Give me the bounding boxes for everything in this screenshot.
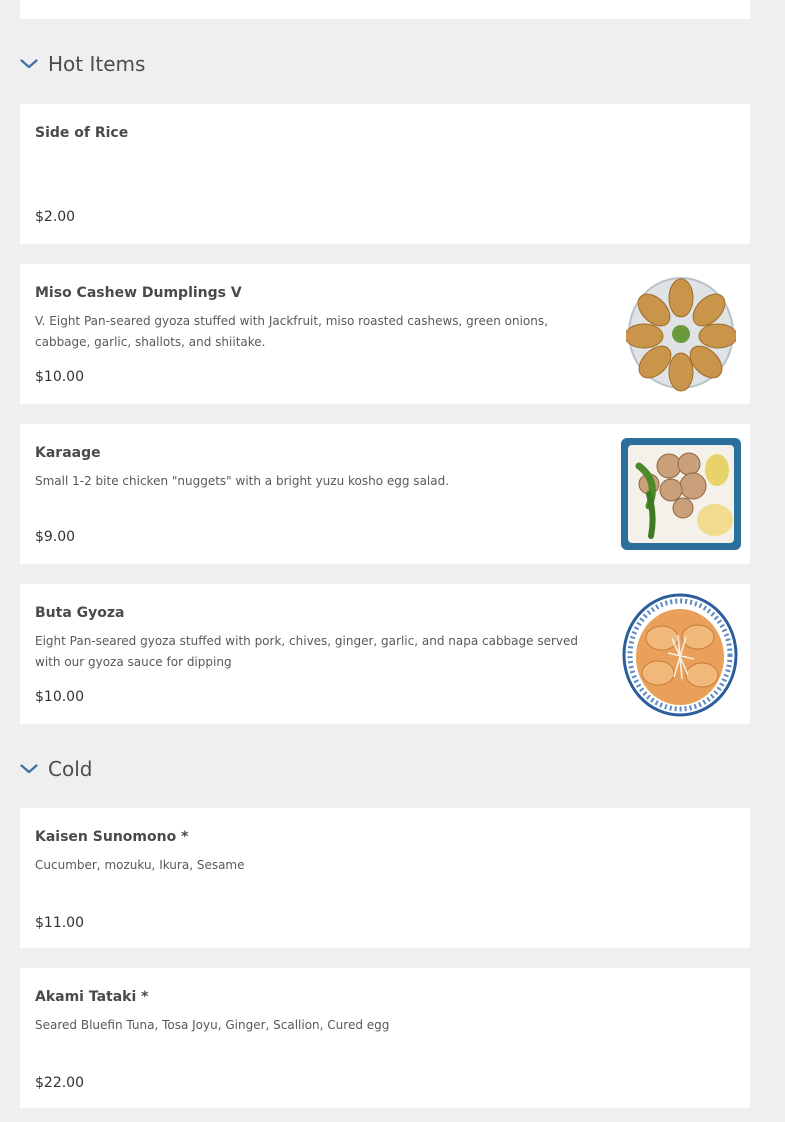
- item-name: Miso Cashew Dumplings V: [35, 285, 242, 301]
- menu-item-card-partial[interactable]: [20, 0, 750, 19]
- item-description: Eight Pan-seared gyoza stuffed with pork, chives, ginger, garlic, and napa cabbage served with our gyoza sauce for dipping: [35, 634, 579, 669]
- item-name: Karaage: [35, 445, 101, 461]
- menu-item-card[interactable]: [20, 264, 750, 404]
- item-name: Akami Tataki *: [35, 989, 149, 1005]
- dish-photo: [630, 0, 720, 11]
- item-description: V. Eight Pan-seared gyoza stuffed with Jackfruit, miso roasted cashews, green onions, cabbage, garlic, shallots, and shiitake.: [35, 314, 548, 349]
- dish-photo: [622, 593, 738, 717]
- section-header-hot-items[interactable]: [20, 49, 145, 79]
- item-price: $2.00: [35, 209, 76, 225]
- section-header-cold[interactable]: [20, 754, 92, 784]
- item-description: Seared Bluefin Tuna, Tosa Joyu, Ginger, Scallion, Cured egg: [35, 1018, 390, 1032]
- item-name: Kaisen Sunomono *: [35, 829, 189, 845]
- chevron-down-icon: [20, 764, 38, 774]
- item-price: $11.00: [35, 915, 84, 931]
- item-price: $10.00: [35, 369, 84, 385]
- menu-item-card[interactable]: [20, 808, 750, 948]
- dish-photo: [619, 436, 743, 552]
- menu-item-card[interactable]: [20, 584, 750, 724]
- section-title: Hot Items: [48, 52, 146, 76]
- section-title: Cold: [48, 757, 93, 781]
- chevron-down-icon: [20, 59, 38, 69]
- dish-photo: [626, 276, 736, 392]
- menu-item-card[interactable]: [20, 104, 750, 244]
- item-name: Buta Gyoza: [35, 605, 125, 621]
- menu-item-card[interactable]: [20, 968, 750, 1108]
- item-price: $10.00: [35, 689, 84, 705]
- menu-item-card[interactable]: [20, 424, 750, 564]
- item-name: Side of Rice: [35, 125, 129, 141]
- item-price: $9.00: [35, 529, 76, 545]
- item-price: $22.00: [35, 1075, 84, 1091]
- item-description: Cucumber, mozuku, Ikura, Sesame: [35, 858, 245, 872]
- item-description: Small 1-2 bite chicken "nuggets" with a bright yuzu kosho egg salad.: [35, 474, 450, 488]
